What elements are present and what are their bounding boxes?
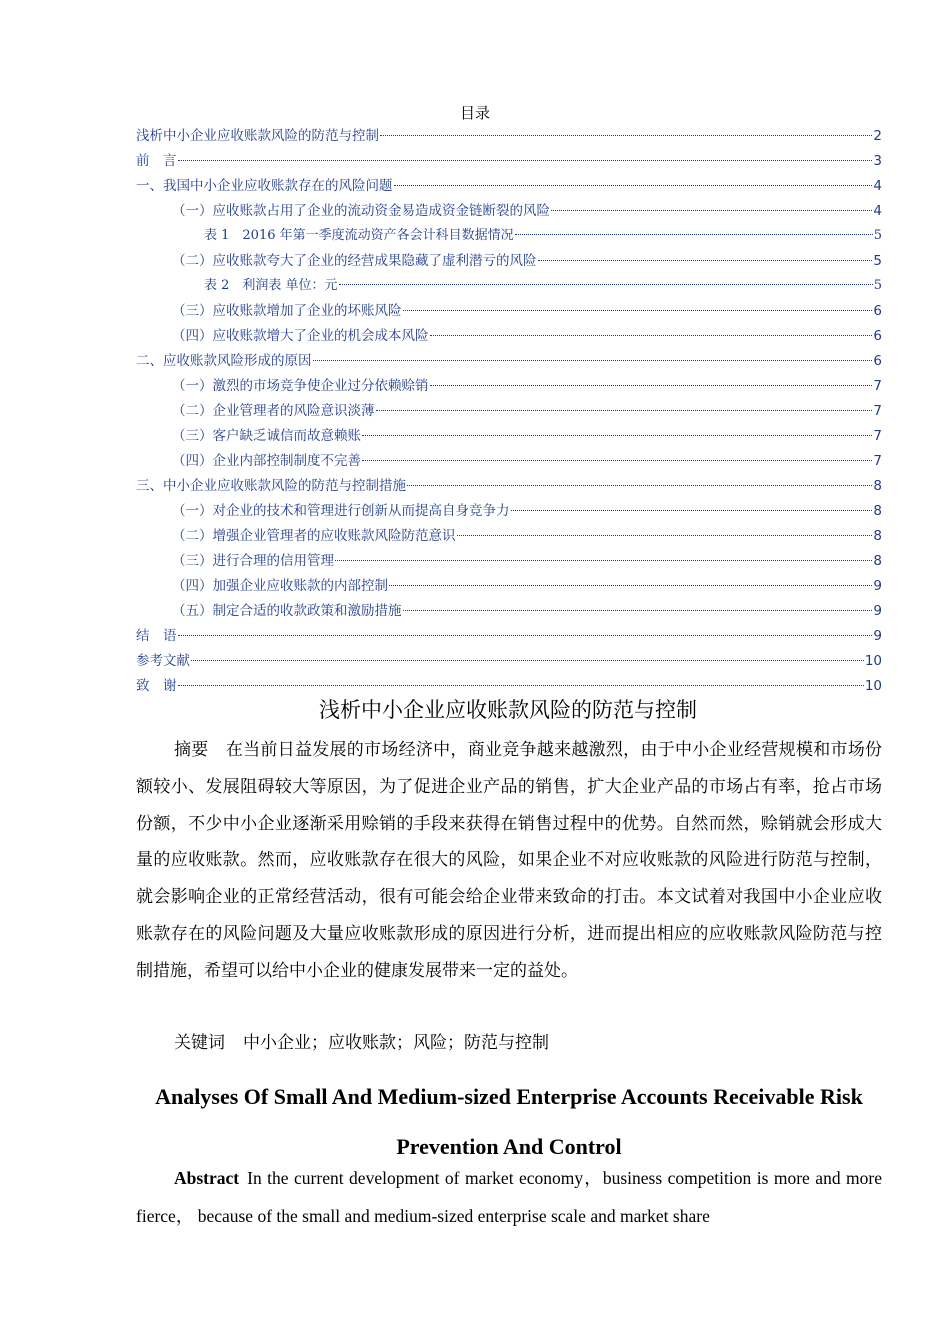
toc-leader bbox=[335, 560, 872, 561]
toc-entry-label: （三）客户缺乏诚信而故意赖账 bbox=[172, 428, 361, 444]
toc-entry-label: （三）进行合理的信用管理 bbox=[172, 553, 334, 569]
toc-entry-page: 5 bbox=[873, 253, 882, 269]
toc-leader bbox=[403, 610, 873, 611]
toc-leader bbox=[376, 410, 873, 411]
toc-leader bbox=[430, 385, 873, 386]
toc-entry-page: 7 bbox=[873, 403, 882, 419]
toc-entry[interactable] bbox=[136, 176, 882, 196]
english-abstract bbox=[136, 1160, 882, 1235]
toc-entry-label: 浅析中小企业应收账款风险的防范与控制 bbox=[136, 128, 379, 144]
toc-entry-page: 5 bbox=[873, 278, 882, 293]
toc-entry-label: 二、应收账款风险形成的原因 bbox=[136, 353, 312, 369]
toc-leader bbox=[178, 685, 864, 686]
toc-entry-label: （四）应收账款增大了企业的机会成本风险 bbox=[172, 328, 429, 344]
abstract-text: 在当前日益发展的市场经济中，商业竞争越来越激烈，由于中小企业经营规模和市场份额较小、发展阻碍较大等原因，为了促进企业产品的销售，扩大企业产品的市场占有率，抢占市场份额，不少中小企业逐渐采用赊销的手段来获得在销售过程中的优势。自然而然，赊销就会形成大量的应收账款。然而，应收账款存在很大的风险，如果企业不对应收账款的风险进行防范与控制，就会影响企业的正常经营活动，很有可能会给企业带来致命的打击。本文试着对我国中小企业应收账款存在的风险问题及大量应收账款形成的原因进行分析，进而提出相应的应收账款风险防范与控制措施，希望可以给中小企业的健康发展带来一定的益处。 bbox=[136, 740, 883, 981]
chinese-abstract bbox=[136, 732, 882, 990]
toc-entry-label: （二）增强企业管理者的应收账款风险防范意识 bbox=[172, 528, 456, 544]
toc-entry-label: 参考文献 bbox=[136, 653, 190, 669]
toc-entry[interactable] bbox=[204, 276, 882, 296]
toc-entry-page: 3 bbox=[873, 153, 882, 169]
toc-entry-page: 8 bbox=[873, 528, 882, 544]
toc-entry[interactable] bbox=[204, 226, 882, 246]
toc-entry[interactable] bbox=[136, 351, 882, 371]
toc-entry-page: 10 bbox=[864, 653, 882, 669]
toc-entry-page: 7 bbox=[873, 428, 882, 444]
toc-entry[interactable] bbox=[172, 451, 882, 471]
toc-entry[interactable] bbox=[172, 376, 882, 396]
toc-leader bbox=[178, 160, 873, 161]
toc-entry-page: 2 bbox=[873, 128, 882, 144]
keywords-text: 中小企业；应收账款；风险；防范与控制 bbox=[243, 1033, 549, 1053]
toc-entry[interactable] bbox=[136, 151, 882, 171]
toc-entry-page: 6 bbox=[873, 303, 882, 319]
abstract-lead: 摘要 bbox=[174, 740, 209, 760]
toc-entry-label: 表 1 2016 年第一季度流动资产各会计科目数据情况 bbox=[204, 228, 514, 243]
toc-entry[interactable] bbox=[172, 426, 882, 446]
toc-entry[interactable] bbox=[136, 676, 882, 696]
keywords-lead: 关键词 bbox=[174, 1033, 225, 1053]
toc-entry-page: 6 bbox=[873, 353, 882, 369]
toc-entry-page: 5 bbox=[873, 228, 882, 243]
toc-entry[interactable] bbox=[172, 401, 882, 421]
toc-leader bbox=[191, 660, 864, 661]
toc-entry[interactable] bbox=[172, 526, 882, 546]
toc-entry-label: 三、中小企业应收账款风险的防范与控制措施 bbox=[136, 478, 406, 494]
toc-entry-page: 9 bbox=[873, 628, 882, 644]
toc-entry[interactable] bbox=[172, 551, 882, 571]
toc-title: 目录 bbox=[459, 104, 490, 122]
toc-entry[interactable] bbox=[136, 126, 882, 146]
toc-entry-label: （五）制定合适的收款政策和激励措施 bbox=[172, 603, 402, 619]
toc-leader bbox=[362, 435, 872, 436]
toc-entry[interactable] bbox=[136, 626, 882, 646]
english-abstract-lead: Abstract bbox=[174, 1168, 240, 1188]
toc-entry-label: （四）加强企业应收账款的内部控制 bbox=[172, 578, 388, 594]
toc-leader bbox=[339, 284, 873, 285]
toc-entry-page: 10 bbox=[864, 678, 882, 694]
toc-leader bbox=[394, 185, 873, 186]
toc-entry-page: 8 bbox=[873, 503, 882, 519]
toc-entry[interactable] bbox=[172, 576, 882, 596]
toc-leader bbox=[551, 210, 872, 211]
toc-leader bbox=[380, 135, 872, 136]
toc-entry-page: 4 bbox=[873, 178, 882, 194]
toc-entry-label: （四）企业内部控制制度不完善 bbox=[172, 453, 361, 469]
toc-leader bbox=[389, 585, 872, 586]
toc-leader bbox=[457, 535, 873, 536]
toc-leader bbox=[313, 360, 873, 361]
toc-entry-page: 7 bbox=[873, 378, 882, 394]
keywords-line bbox=[174, 1028, 549, 1053]
toc-entry-label: 一、我国中小企业应收账款存在的风险问题 bbox=[136, 178, 393, 194]
toc-entry[interactable] bbox=[172, 601, 882, 621]
toc-entry-page: 4 bbox=[873, 203, 882, 219]
toc-entry-label: 前 言 bbox=[136, 153, 177, 169]
toc-entry-label: 结 语 bbox=[136, 628, 177, 644]
toc-entry[interactable] bbox=[136, 476, 882, 496]
toc-entry-label: （一）激烈的市场竞争使企业过分依赖赊销 bbox=[172, 378, 429, 394]
toc-entry-label: （二）应收账款夸大了企业的经营成果隐藏了虚利潜亏的风险 bbox=[172, 253, 537, 269]
toc-leader bbox=[362, 460, 872, 461]
toc-entry-page: 9 bbox=[873, 578, 882, 594]
toc-entry-page: 7 bbox=[873, 453, 882, 469]
toc-leader bbox=[515, 234, 873, 235]
toc-entry-page: 9 bbox=[873, 603, 882, 619]
toc-entry-page: 6 bbox=[873, 328, 882, 344]
toc-entry-label: （一）对企业的技术和管理进行创新从而提高自身竞争力 bbox=[172, 503, 510, 519]
toc-entry-label: （一）应收账款占用了企业的流动资金易造成资金链断裂的风险 bbox=[172, 203, 550, 219]
toc-entry-page: 8 bbox=[873, 553, 882, 569]
toc-leader bbox=[403, 310, 873, 311]
document-title: 浅析中小企业应收账款风险的防范与控制 bbox=[319, 698, 697, 722]
toc-leader bbox=[511, 510, 873, 511]
toc-leader bbox=[178, 635, 873, 636]
toc-leader bbox=[538, 260, 873, 261]
toc-entry-label: 致 谢 bbox=[136, 678, 177, 694]
toc-entry[interactable] bbox=[172, 501, 882, 521]
toc-entry-page: 8 bbox=[873, 478, 882, 494]
toc-entry-label: （三）应收账款增加了企业的坏账风险 bbox=[172, 303, 402, 319]
toc-entry-label: （二）企业管理者的风险意识淡薄 bbox=[172, 403, 375, 419]
toc-leader bbox=[407, 485, 872, 486]
toc-entry[interactable] bbox=[172, 201, 882, 221]
english-title: Analyses Of Small And Medium-sized Enterprise Accounts Receivable Risk Prevention And Control bbox=[155, 1084, 863, 1159]
toc-entry-label: 表 2 利润表 单位：元 bbox=[204, 278, 338, 293]
toc-entry[interactable] bbox=[172, 326, 882, 346]
toc-entry[interactable] bbox=[172, 301, 882, 321]
toc-entry[interactable] bbox=[172, 251, 882, 271]
english-abstract-text: In the current development of market economy，business competition is more and more fierce， because of the small and medium-sized enterprise scale and market share bbox=[136, 1168, 882, 1226]
toc-entry[interactable] bbox=[136, 651, 882, 671]
toc-leader bbox=[430, 335, 873, 336]
